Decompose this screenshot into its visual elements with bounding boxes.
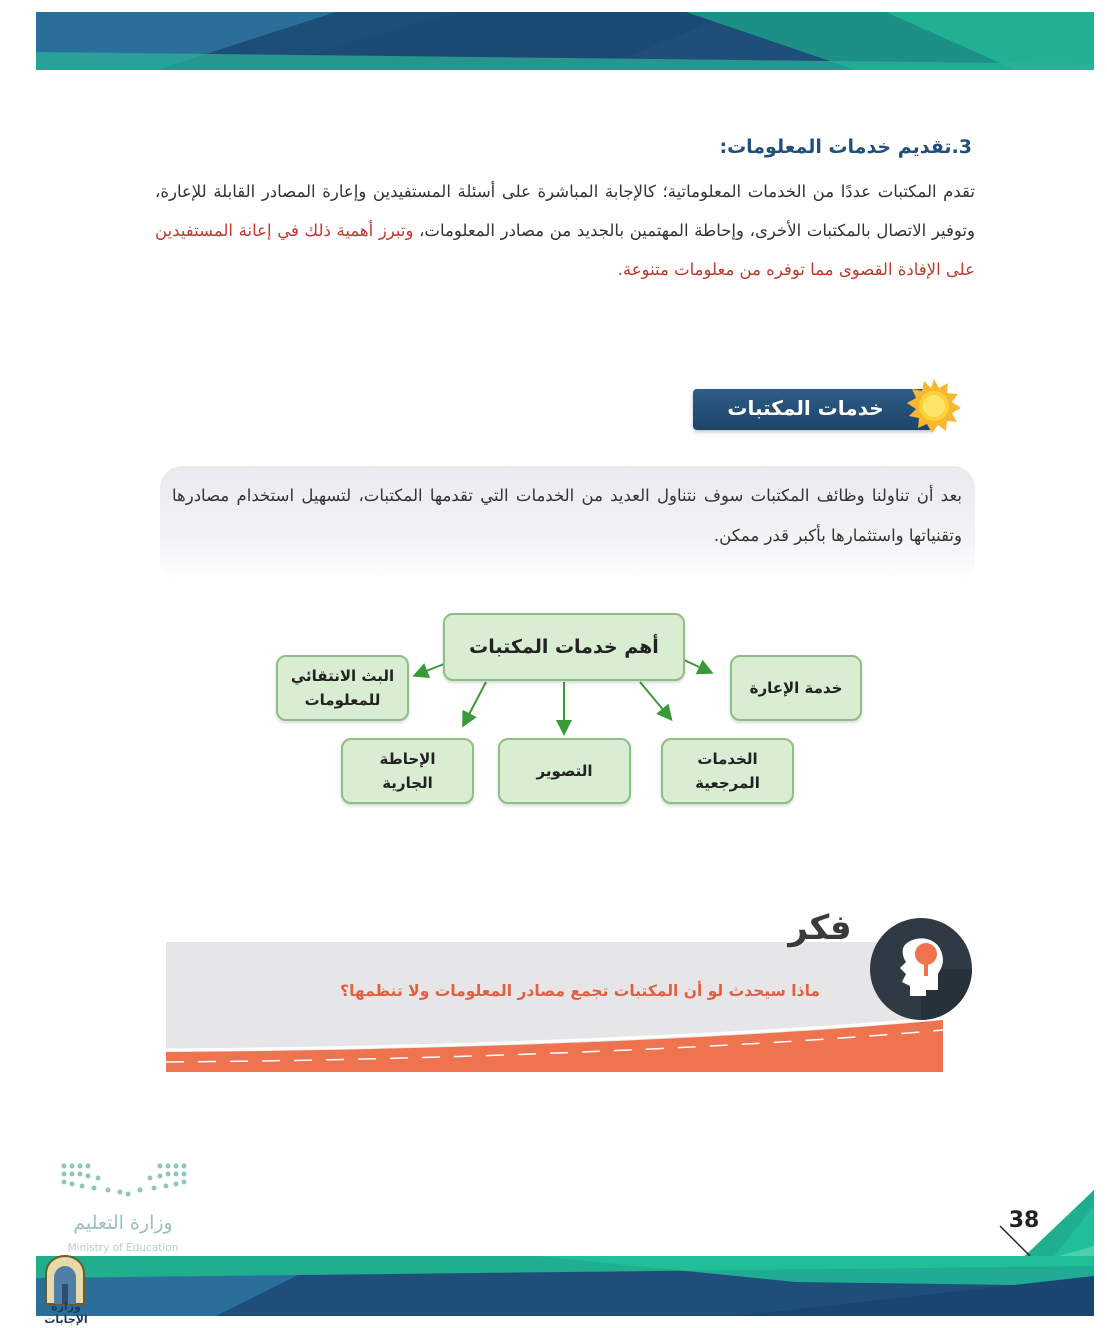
node-photocopy <box>498 738 631 804</box>
head-tree-icon <box>868 916 974 1022</box>
node-reference-line1: الخدمات <box>697 750 758 768</box>
header-band <box>36 12 1094 70</box>
node-broadcast <box>276 655 409 721</box>
services-banner-title: خدمات المكتبات <box>727 396 884 420</box>
node-awareness <box>341 738 474 804</box>
think-road-graphic <box>166 942 943 1072</box>
node-awareness-line1: الإحاطة <box>379 750 436 768</box>
arrow-to-awareness <box>464 682 486 724</box>
ministry-name-english: Ministry of Education <box>67 1242 179 1254</box>
ministry-logo-dots <box>58 1160 190 1204</box>
arrow-to-broadcast <box>416 664 444 675</box>
node-lending <box>730 655 862 721</box>
node-photocopy-label: التصوير <box>536 762 593 780</box>
page-number: 38 <box>1008 1208 1040 1233</box>
node-broadcast-line2: للمعلومات <box>304 691 381 709</box>
paragraph-highlight: وتبرز أهمية ذلك في إعانة المستفيدين على الإفادة القصوى مما توفره من معلومات متنوعة. <box>155 221 975 279</box>
paragraph-text: تقدم المكتبات عددًا من الخدمات المعلوماتية؛ كالإجابة المباشرة على أسئلة المستفيدين وإعارة المصادر القابلة للإعارة، وتوفير الاتصال بالمكتبات الأخرى، وإحاطة المهتمين بالجديد من مصادر المعلومات، <box>155 182 975 240</box>
node-lending-label: خدمة الإعارة <box>749 679 843 697</box>
section-heading: 3.تقديم خدمات المعلومات: <box>719 136 972 158</box>
arrow-to-lending <box>684 660 710 672</box>
intro-text: بعد أن تناولنا وظائف المكتبات سوف نتناول العديد من الخدمات التي تقدمها المكتبات، لتسهيل استخدام مصادرها وتقنياتها واستثمارها بأكبر قدر ممكن. <box>172 486 962 545</box>
footer-band <box>36 1256 1094 1316</box>
ministry-name-arabic: وزارة التعليم <box>73 1212 173 1234</box>
site-watermark-text: وزارة الإجابات <box>44 1300 88 1326</box>
think-question: ماذا سيحدث لو أن المكتبات تجمع مصادر المعلومات ولا تنظمها؟ <box>340 982 820 1000</box>
node-broadcast-line1: البث الانتقائي <box>290 667 395 685</box>
node-reference-line2: المرجعية <box>695 774 760 792</box>
sun-icon <box>906 378 962 434</box>
node-reference <box>661 738 794 804</box>
node-awareness-line2: الجارية <box>382 774 433 792</box>
diagram-center-node <box>443 613 685 681</box>
think-title: فكر <box>788 908 852 948</box>
diagram-center-label: أهم خدمات المكتبات <box>469 636 659 658</box>
section-paragraph <box>155 172 975 289</box>
arrow-to-reference <box>640 682 670 718</box>
site-logo-icon <box>42 1254 88 1306</box>
